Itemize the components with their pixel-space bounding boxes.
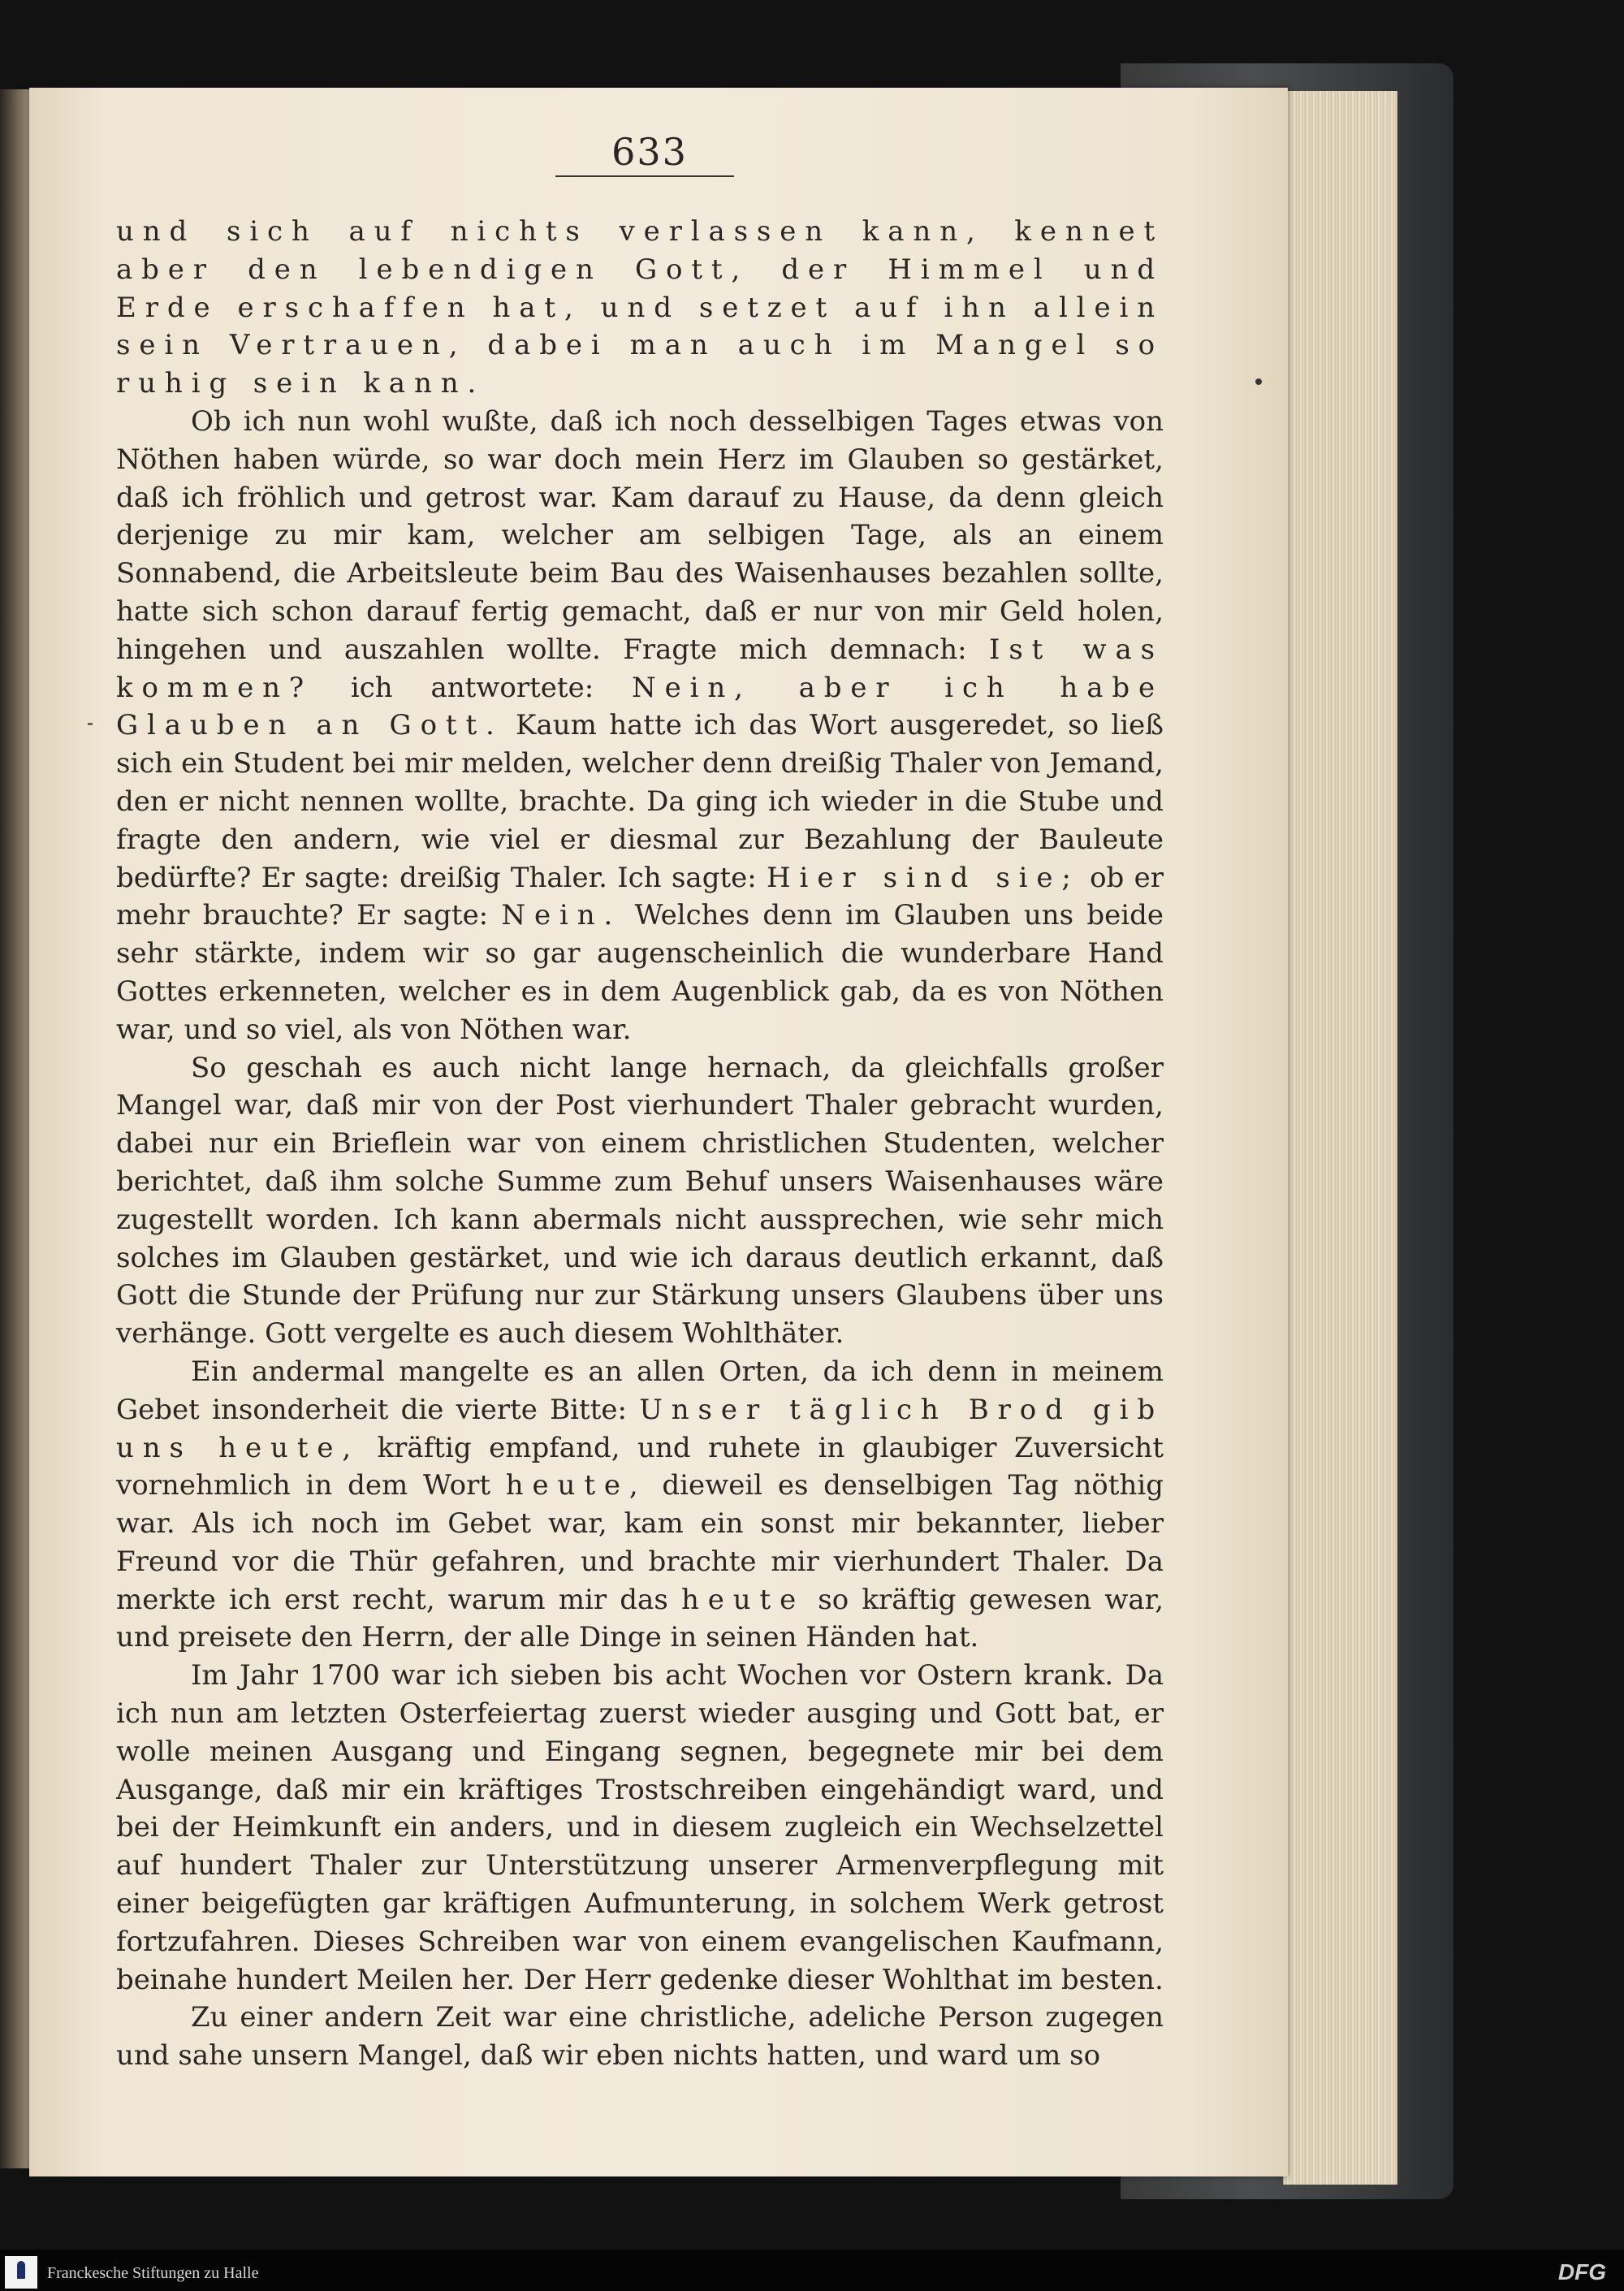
text-run: Im Jahr 1700 war ich sieben bis acht Wochen vor Ostern krank. Da ich nun am letzten Osterfeiertag zuerst wieder ausging und Gott bat, er wolle meinen Ausgang und Eingang segnen, begegnete mir bei dem Ausgange, daß mir ein kräftiges Trostschreiben eingehändigt ward, und bei der Heimkunft ein anders, und in diesem zugleich ein Wechselzettel auf hundert Thaler zur Unterstützung unserer Armenverpflegung mit einer beigefügten gar kräftigen Aufmunterung, in solchem Werk getrost fortzufahren. Dieses Schreiben war von einem evangelischen Kaufmann, beinahe hundert Meilen her. Der Herr gedenke dieser Wohlthat im besten.	[116, 1659, 1164, 1996]
spaced-text-run: und sich auf nichts verlassen kann, kennet aber den lebendigen Gott, der Himmel und Erde erschaffen hat, und setzet auf ihn allein sein Vertrauen, dabei man auch im Mangel so ruhig sein kann.	[116, 215, 1164, 400]
text-run: Kaum hatte ich das Wort ausgeredet, so ließ sich ein Student bei mir melden, welcher denn dreißig Thaler von Jemand, den er nicht nennen wollte, brachte. Da ging ich wieder in die Stube und fragte den andern, wie viel er diesmal zur Bezahlung der Bauleute bedürfte? Er sagte: dreißig Thaler. Ich sagte:	[116, 709, 1164, 894]
spaced-text-run: heute	[680, 1583, 806, 1616]
spaced-text-run: Nein, aber ich habe Glauben an Gott.	[116, 671, 1164, 742]
body-text	[116, 213, 1164, 2075]
text-run: so kräftig gewesen war, und preisete den Herrn, der alle Dinge in seinen Händen hat.	[116, 1583, 1164, 1654]
spaced-text-run: Hier sind sie;	[767, 861, 1080, 894]
text-run: Ein andermal mangelte es an allen Orten, da ich denn in meinem Gebet insonderheit die vierte Bitte:	[116, 1355, 1164, 1426]
footer-credit[interactable]: Franckesche Stiftungen zu Halle	[47, 2264, 259, 2282]
institution-logo[interactable]	[5, 2256, 37, 2289]
paragraph	[116, 1999, 1164, 2075]
text-run: Welches denn im Glauben uns beide sehr stärkte, indem wir so gar augenscheinlich die wunderbare Hand Gottes erkenneten, welcher es in dem Augenblick gab, da es von Nöthen war, und so viel, als von Nöthen war.	[116, 899, 1164, 1046]
text-run: kräftig empfand, und ruhete in glaubiger Zuversicht vornehmlich in dem Wort	[116, 1431, 1164, 1502]
paragraph	[116, 1353, 1164, 1657]
text-run: Ob ich nun wohl wußte, daß ich noch desselbigen Tages etwas von Nöthen haben würde, so war doch mein Herz im Glauben so gestärket, daß ich fröhlich und getrost war. Kam darauf zu Hause, da denn gleich derjenige zu mir kam, welcher am selbigen Tage, als an einem Sonnabend, die Arbeitsleute beim Bau des Waisenhauses bezahlen sollte, hatte sich schon darauf fertig gemacht, daß er nur von mir Geld holen, hingehen und auszahlen wollte. Fragte mich demnach:	[116, 404, 1164, 666]
paragraph	[116, 1657, 1164, 1999]
paragraph	[116, 1049, 1164, 1353]
text-run: ob er mehr brauchte? Er sagte:	[116, 861, 1164, 932]
text-run: So geschah es auch nicht lange hernach, da gleichfalls großer Mangel war, daß mir von der Post vierhundert Thaler gebracht wurden, dabei nur ein Brieflein war von einem christlichen Studenten, welcher berichtet, daß ihm solche Summe zum Behuf unsers Waisenhauses wäre zugestellt worden. Ich kann abermals nicht aussprechen, wie sehr mich solches im Glauben gestärket, und wie ich daraus deutlich erkannt, daß Gott die Stunde der Prüfung nur zur Stärkung unsers Glaubens über uns verhänge. Gott vergelte es auch diesem Wohlthäter.	[116, 1051, 1164, 1351]
text-run: dieweil es denselbigen Tag nöthig war. Als ich noch im Gebet war, kam ein sonst mir bekannter, lieber Freund vor die Thür gefahren, und brachte mir vierhundert Thaler. Da merkte ich erst recht, warum mir das	[116, 1469, 1164, 1616]
page-number-rule	[555, 175, 734, 177]
page-edges	[1283, 91, 1397, 2185]
spaced-text-run: heute,	[505, 1469, 647, 1502]
paragraph	[116, 213, 1164, 403]
margin-mark	[1255, 378, 1262, 385]
spaced-text-run: Ist was kommen?	[116, 633, 1164, 704]
figure-icon	[17, 2261, 25, 2279]
text-run: Zu einer andern Zeit war eine christliche, adeliche Person zugegen und sahe unsern Mangel, daß wir eben nichts hatten, und ward um so	[116, 2001, 1164, 2073]
dfg-logo[interactable]: DFG	[1557, 2259, 1606, 2285]
paragraph	[116, 403, 1164, 1049]
margin-mark	[88, 723, 93, 725]
spaced-text-run: Unser täglich Brod gib uns heute,	[116, 1393, 1164, 1464]
spaced-text-run: Nein.	[501, 899, 622, 932]
page-number: 633	[611, 130, 688, 174]
text-run: ich antwortete:	[312, 671, 633, 704]
